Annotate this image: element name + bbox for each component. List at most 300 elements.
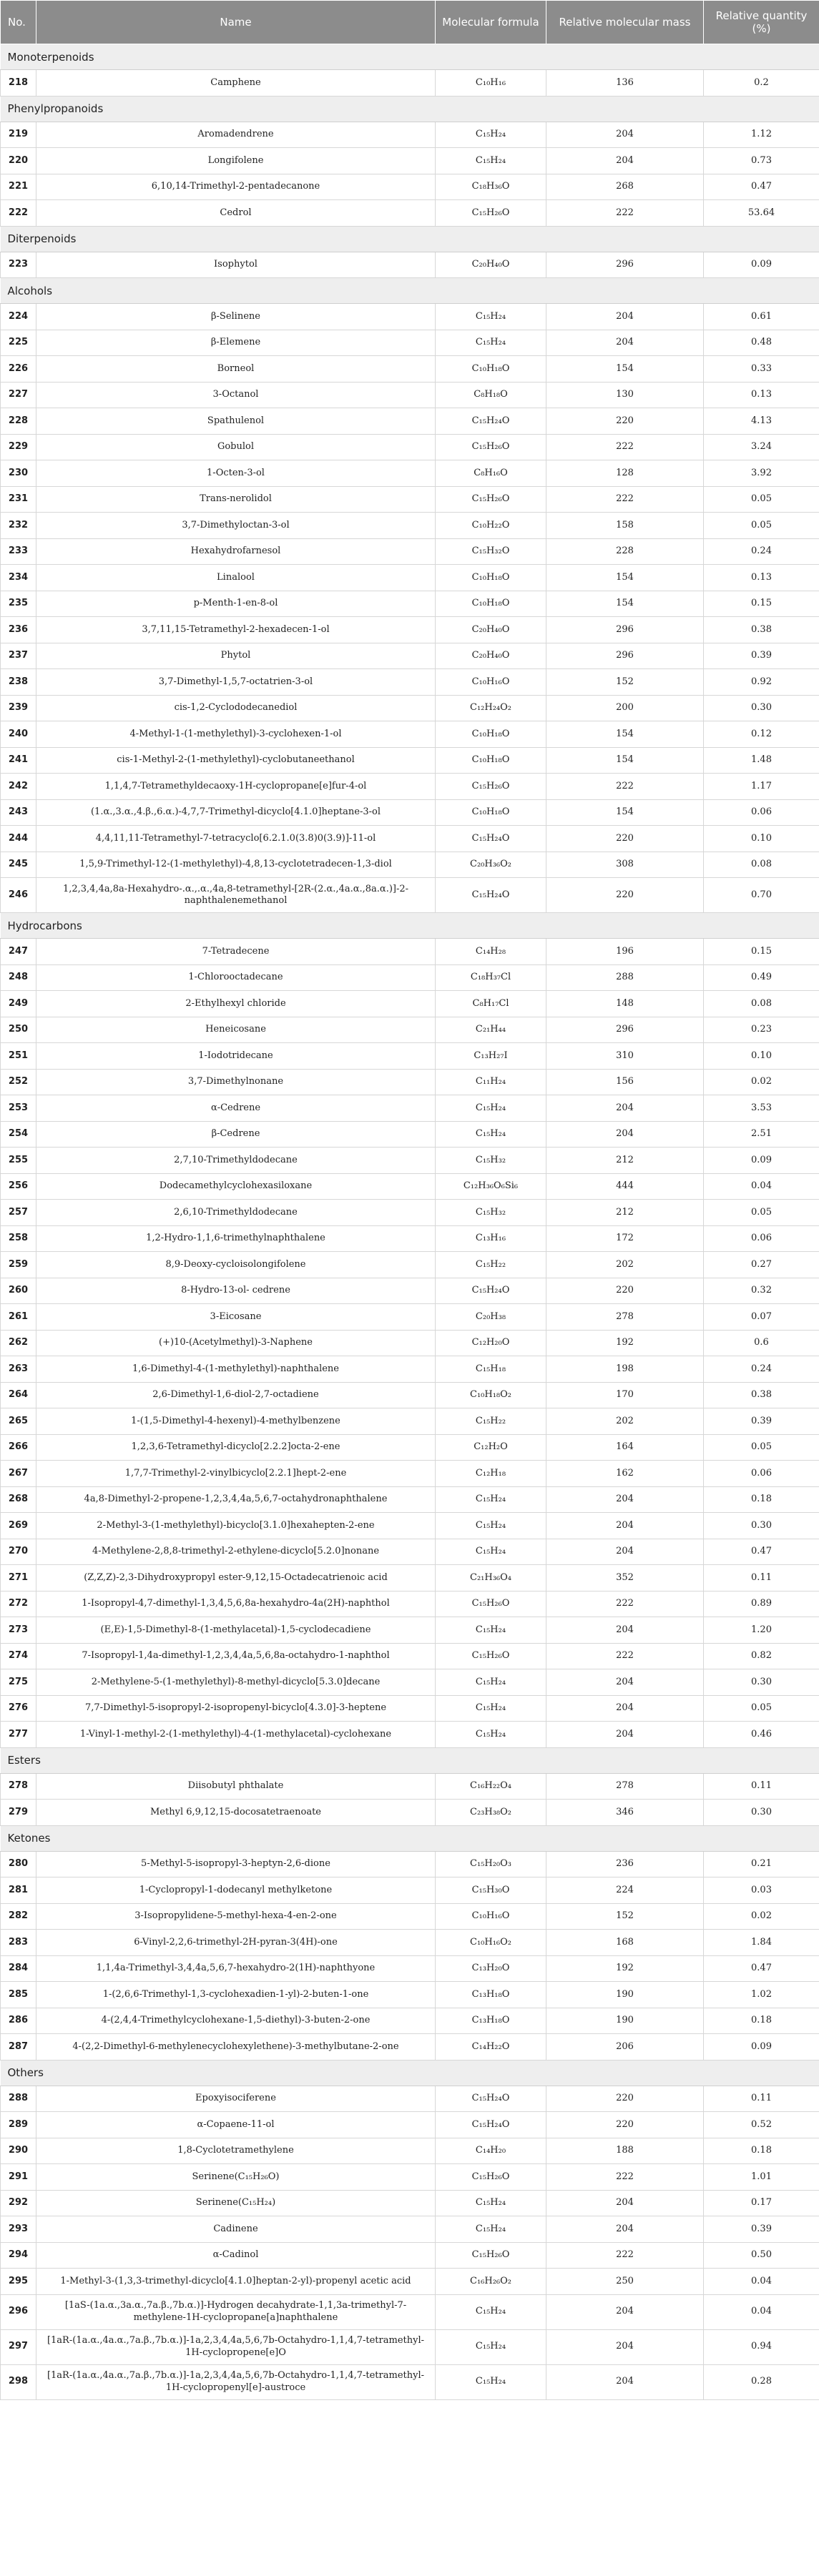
cell-quantity: 1.12 (704, 122, 819, 148)
table-row (1, 2138, 819, 2164)
cell-name: Cadinene (36, 2216, 436, 2243)
cell-quantity: 0.03 (704, 1877, 819, 1904)
cell-mass: 164 (546, 1434, 704, 1461)
cell-name: α-Cadinol (36, 2242, 436, 2269)
cell-mass: 154 (546, 565, 704, 591)
cell-mass: 220 (546, 878, 704, 913)
cell-name: 1,6-Dimethyl-4-(1-methylethyl)-naphthalene (36, 1356, 436, 1383)
cell-quantity: 0.21 (704, 1851, 819, 1877)
cell-no: 240 (1, 721, 36, 748)
cell-no: 223 (1, 252, 36, 278)
cell-no: 246 (1, 878, 36, 913)
cell-quantity: 0.27 (704, 1252, 819, 1278)
cell-no: 294 (1, 2242, 36, 2269)
cell-mass: 444 (546, 1173, 704, 1200)
cell-no: 273 (1, 1617, 36, 1644)
cell-quantity: 0.13 (704, 565, 819, 591)
cell-no: 255 (1, 1148, 36, 1174)
category-label: Esters (1, 1747, 819, 1773)
cell-name: 1-Methyl-3-(1,3,3-trimethyl-dicyclo[4.1.0]heptan-2-yl)-propenyl acetic acid (36, 2269, 436, 2295)
cell-mass: 310 (546, 1043, 704, 1070)
cell-quantity: 0.30 (704, 695, 819, 721)
cell-mass: 190 (546, 1982, 704, 2008)
cell-name: 1-(1,5-Dimethyl-4-hexenyl)-4-methylbenzene (36, 1408, 436, 1435)
cell-no: 228 (1, 408, 36, 435)
cell-no: 297 (1, 2329, 36, 2364)
cell-formula: C₁₅H₂₄ (436, 2329, 546, 2364)
cell-no: 229 (1, 434, 36, 460)
cell-name: 5-Methyl-5-isopropyl-3-heptyn-2,6-dione (36, 1851, 436, 1877)
cell-name: Cedrol (36, 200, 436, 227)
cell-mass: 196 (546, 939, 704, 965)
cell-mass: 206 (546, 2034, 704, 2061)
cell-quantity: 0.70 (704, 878, 819, 913)
cell-mass: 204 (546, 2190, 704, 2216)
category-row (1, 96, 819, 122)
cell-no: 275 (1, 1669, 36, 1696)
table-row (1, 591, 819, 617)
cell-no: 293 (1, 2216, 36, 2243)
table-row (1, 774, 819, 800)
table-row (1, 2034, 819, 2061)
cell-mass: 220 (546, 2112, 704, 2138)
cell-name: 1,2,3,6-Tetramethyl-dicyclo[2.2.2]octa-2-ene (36, 1434, 436, 1461)
cell-name: Spathulenol (36, 408, 436, 435)
cell-formula: C₂₃H₃₈O₂ (436, 1800, 546, 1826)
cell-formula: C₁₀H₂₂O (436, 513, 546, 539)
cell-no: 232 (1, 513, 36, 539)
cell-quantity: 0.09 (704, 2034, 819, 2061)
table-row (1, 2086, 819, 2112)
cell-no: 247 (1, 939, 36, 965)
cell-quantity: 0.06 (704, 1461, 819, 1487)
cell-name: 1,2-Hydro-1,1,6-trimethylnaphthalene (36, 1225, 436, 1252)
cell-formula: C₁₅H₃₂ (436, 1148, 546, 1174)
cell-formula: C₁₃H₁₆ (436, 1225, 546, 1252)
cell-name: 1,1,4a-Trimethyl-3,4,4a,5,6,7-hexahydro-2(1H)-naphthyone (36, 1955, 436, 1982)
cell-no: 239 (1, 695, 36, 721)
cell-quantity: 0.02 (704, 1903, 819, 1930)
cell-formula: C₁₅H₂₄ (436, 1722, 546, 1748)
cell-name: Isophytol (36, 252, 436, 278)
cell-quantity: 0.30 (704, 1513, 819, 1539)
cell-quantity: 0.12 (704, 721, 819, 748)
table-row (1, 1148, 819, 1174)
category-label: Diterpenoids (1, 226, 819, 252)
cell-mass: 296 (546, 617, 704, 643)
cell-formula: C₁₂H₃₆O₆Si₆ (436, 1173, 546, 1200)
cell-no: 267 (1, 1461, 36, 1487)
cell-mass: 278 (546, 1773, 704, 1800)
cell-mass: 204 (546, 2364, 704, 2399)
cell-no: 261 (1, 1304, 36, 1331)
cell-mass: 308 (546, 852, 704, 878)
table-row (1, 1069, 819, 1095)
cell-mass: 200 (546, 695, 704, 721)
cell-formula: C₁₅H₂₄ (436, 2294, 546, 2329)
cell-name: 8-Hydro-13-ol- cedrene (36, 1278, 436, 1304)
cell-quantity: 0.82 (704, 1643, 819, 1669)
cell-quantity: 1.20 (704, 1617, 819, 1644)
cell-quantity: 0.92 (704, 669, 819, 696)
cell-no: 243 (1, 799, 36, 826)
cell-no: 226 (1, 356, 36, 383)
cell-quantity: 0.08 (704, 852, 819, 878)
cell-formula: C₂₀H₃₆O₂ (436, 852, 546, 878)
cell-mass: 296 (546, 643, 704, 669)
cell-name: 1-Cyclopropyl-1-dodecanyl methylketone (36, 1877, 436, 1904)
cell-mass: 152 (546, 669, 704, 696)
cell-name: cis-1,2-Cyclododecanediol (36, 695, 436, 721)
table-row (1, 669, 819, 696)
cell-mass: 204 (546, 122, 704, 148)
cell-no: 286 (1, 2008, 36, 2034)
cell-no: 283 (1, 1930, 36, 1956)
cell-mass: 154 (546, 747, 704, 774)
cell-name: α-Copaene-11-ol (36, 2112, 436, 2138)
cell-formula: C₁₅H₂₄ (436, 1486, 546, 1513)
cell-formula: C₁₅H₂₄ (436, 304, 546, 330)
cell-no: 290 (1, 2138, 36, 2164)
category-label: Phenylpropanoids (1, 96, 819, 122)
cell-quantity: 0.18 (704, 2138, 819, 2164)
cell-no: 230 (1, 460, 36, 487)
cell-quantity: 0.23 (704, 1017, 819, 1043)
cell-formula: C₂₁H₄₄ (436, 1017, 546, 1043)
cell-formula: C₁₅H₂₆O (436, 1643, 546, 1669)
cell-name: Borneol (36, 356, 436, 383)
table-row (1, 939, 819, 965)
cell-no: 258 (1, 1225, 36, 1252)
table-row (1, 1408, 819, 1435)
cell-formula: C₁₂H₁₈ (436, 1461, 546, 1487)
cell-mass: 222 (546, 434, 704, 460)
cell-formula: C₁₅H₂₄ (436, 330, 546, 356)
cell-no: 251 (1, 1043, 36, 1070)
table-row (1, 2269, 819, 2295)
table-row (1, 964, 819, 991)
table-row (1, 2164, 819, 2191)
cell-name: 7-Tetradecene (36, 939, 436, 965)
table-row (1, 1565, 819, 1592)
cell-formula: C₁₃H₁₈O (436, 2008, 546, 2034)
cell-quantity: 0.32 (704, 1278, 819, 1304)
cell-quantity: 0.15 (704, 939, 819, 965)
cell-formula: C₁₄H₂₀ (436, 2138, 546, 2164)
table-row (1, 1200, 819, 1226)
cell-quantity: 0.46 (704, 1722, 819, 1748)
cell-name: 6-Vinyl-2,2,6-trimethyl-2H-pyran-3(4H)-one (36, 1930, 436, 1956)
cell-formula: C₁₂H₂₀O (436, 1330, 546, 1356)
table-row (1, 878, 819, 913)
table-row (1, 1330, 819, 1356)
cell-formula: C₁₅H₂₄ (436, 1669, 546, 1696)
cell-name: 1,8-Cyclotetramethylene (36, 2138, 436, 2164)
cell-name: 4-Methylene-2,8,8-trimethyl-2-ethylene-dicyclo[5.2.0]nonane (36, 1539, 436, 1565)
cell-formula: C₈H₁₈O (436, 382, 546, 408)
cell-quantity: 0.09 (704, 1148, 819, 1174)
cell-quantity: 0.52 (704, 2112, 819, 2138)
cell-name: α-Cedrene (36, 1095, 436, 1122)
cell-formula: C₁₃H₁₈O (436, 1982, 546, 2008)
cell-mass: 236 (546, 1851, 704, 1877)
cell-mass: 204 (546, 2294, 704, 2329)
cell-no: 276 (1, 1695, 36, 1722)
category-row (1, 913, 819, 939)
table-row (1, 1903, 819, 1930)
cell-mass: 228 (546, 538, 704, 565)
cell-no: 220 (1, 148, 36, 174)
cell-no: 288 (1, 2086, 36, 2112)
column-header-name: Name (36, 1, 436, 44)
cell-quantity: 1.48 (704, 747, 819, 774)
cell-mass: 346 (546, 1800, 704, 1826)
cell-no: 264 (1, 1382, 36, 1408)
table-row (1, 643, 819, 669)
cell-mass: 202 (546, 1408, 704, 1435)
cell-formula: C₁₆H₂₆O₂ (436, 2269, 546, 2295)
table-row (1, 2364, 819, 2399)
cell-no: 260 (1, 1278, 36, 1304)
cell-name: [1aR-(1a.α.,4a.α.,7a.β.,7b.α.)]-1a,2,3,4,4a,5,6,7b-Octahydro-1,1,4,7-tetramethyl-1H-cyclopropenyl[e]-austroce (36, 2364, 436, 2399)
cell-name: 3,7-Dimethyl-1,5,7-octatrien-3-ol (36, 669, 436, 696)
cell-name: Hexahydrofarnesol (36, 538, 436, 565)
cell-quantity: 0.38 (704, 1382, 819, 1408)
cell-no: 218 (1, 70, 36, 97)
cell-name: 8,9-Deoxy-cycloisolongifolene (36, 1252, 436, 1278)
cell-name: Gobulol (36, 434, 436, 460)
cell-no: 253 (1, 1095, 36, 1122)
table-row (1, 1851, 819, 1877)
cell-quantity: 0.61 (704, 304, 819, 330)
cell-quantity: 0.08 (704, 991, 819, 1017)
cell-formula: C₁₆H₂₂O₄ (436, 1773, 546, 1800)
category-row (1, 1747, 819, 1773)
cell-quantity: 0.33 (704, 356, 819, 383)
table-row (1, 1434, 819, 1461)
cell-mass: 204 (546, 1695, 704, 1722)
cell-name: 4,4,11,11-Tetramethyl-7-tetracyclo[6.2.1.0(3.8)0(3.9)]-11-ol (36, 826, 436, 852)
cell-name: Trans-nerolidol (36, 486, 436, 513)
cell-formula: C₁₀H₁₈O (436, 591, 546, 617)
cell-no: 235 (1, 591, 36, 617)
cell-name: 3,7,11,15-Tetramethyl-2-hexadecen-1-ol (36, 617, 436, 643)
cell-mass: 148 (546, 991, 704, 1017)
cell-name: 4-Methyl-1-(1-methylethyl)-3-cyclohexen-1-ol (36, 721, 436, 748)
cell-formula: C₁₅H₂₄ (436, 148, 546, 174)
cell-formula: C₁₀H₁₈O (436, 356, 546, 383)
cell-mass: 204 (546, 1617, 704, 1644)
cell-formula: C₁₅H₂₄ (436, 2216, 546, 2243)
cell-formula: C₁₅H₂₂ (436, 1252, 546, 1278)
cell-mass: 204 (546, 304, 704, 330)
cell-formula: C₁₅H₂₆O (436, 200, 546, 227)
cell-quantity: 0.09 (704, 252, 819, 278)
cell-mass: 296 (546, 1017, 704, 1043)
table-row (1, 1382, 819, 1408)
cell-name: Serinene(C₁₅H₂₆O) (36, 2164, 436, 2191)
cell-formula: C₁₀H₁₈O (436, 747, 546, 774)
category-label: Alcohols (1, 278, 819, 304)
cell-quantity: 0.38 (704, 617, 819, 643)
table-row (1, 1121, 819, 1148)
cell-formula: C₂₀H₄₀O (436, 643, 546, 669)
table-row (1, 356, 819, 383)
cell-formula: C₁₂H₂₄O₂ (436, 695, 546, 721)
cell-quantity: 1.17 (704, 774, 819, 800)
cell-no: 248 (1, 964, 36, 991)
table-row (1, 200, 819, 227)
cell-name: 2,6,10-Trimethyldodecane (36, 1200, 436, 1226)
cell-name: [1aS-(1a.α.,3a.α.,7a.β.,7b.α.)]-Hydrogen decahydrate-1,1,3a-trimethyl-7-methylene-1H-cyclopropane[a]naphthalene (36, 2294, 436, 2329)
category-row (1, 226, 819, 252)
cell-mass: 204 (546, 148, 704, 174)
cell-quantity: 0.30 (704, 1800, 819, 1826)
cell-name: 3-Eicosane (36, 1304, 436, 1331)
cell-name: p-Menth-1-en-8-ol (36, 591, 436, 617)
cell-mass: 222 (546, 486, 704, 513)
cell-name: β-Selinene (36, 304, 436, 330)
table-header-row (1, 1, 819, 44)
cell-formula: C₈H₁₆O (436, 460, 546, 487)
cell-mass: 268 (546, 174, 704, 200)
cell-quantity: 0.06 (704, 799, 819, 826)
cell-formula: C₁₅H₂₄ (436, 1121, 546, 1148)
cell-formula: C₁₀H₁₈O (436, 799, 546, 826)
table-body (1, 44, 819, 2400)
cell-no: 262 (1, 1330, 36, 1356)
cell-formula: C₁₅H₂₄ (436, 1539, 546, 1565)
table-row (1, 2294, 819, 2329)
category-label: Hydrocarbons (1, 913, 819, 939)
cell-quantity: 0.15 (704, 591, 819, 617)
cell-name: 2-Methylene-5-(1-methylethyl)-8-methyl-dicyclo[5.3.0]decane (36, 1669, 436, 1696)
cell-mass: 130 (546, 382, 704, 408)
cell-mass: 156 (546, 1069, 704, 1095)
table-row (1, 721, 819, 748)
cell-mass: 220 (546, 2086, 704, 2112)
cell-no: 266 (1, 1434, 36, 1461)
column-header-mass: Relative molecular mass (546, 1, 704, 44)
cell-formula: C₁₅H₂₄O (436, 2112, 546, 2138)
table-row (1, 1095, 819, 1122)
cell-quantity: 1.01 (704, 2164, 819, 2191)
table-row (1, 747, 819, 774)
cell-formula: C₁₈H₃₇Cl (436, 964, 546, 991)
cell-no: 256 (1, 1173, 36, 1200)
cell-no: 222 (1, 200, 36, 227)
cell-no: 296 (1, 2294, 36, 2329)
cell-name: Methyl 6,9,12,15-docosatetraenoate (36, 1800, 436, 1826)
cell-quantity: 0.10 (704, 826, 819, 852)
cell-mass: 220 (546, 1278, 704, 1304)
cell-mass: 204 (546, 1486, 704, 1513)
cell-mass: 204 (546, 1121, 704, 1148)
cell-quantity: 1.84 (704, 1930, 819, 1956)
cell-name: [1aR-(1a.α.,4a.α.,7a.β.,7b.α.)]-1a,2,3,4,4a,5,6,7b-Octahydro-1,1,4,7-tetramethyl-1H-cyclopropene[e]O (36, 2329, 436, 2364)
cell-name: 7,7-Dimethyl-5-isopropyl-2-isopropenyl-bicyclo[4.3.0]-3-heptene (36, 1695, 436, 1722)
cell-formula: C₁₈H₃₆O (436, 174, 546, 200)
cell-quantity: 0.18 (704, 1486, 819, 1513)
table-row (1, 1225, 819, 1252)
cell-no: 271 (1, 1565, 36, 1592)
cell-quantity: 0.04 (704, 1173, 819, 1200)
cell-quantity: 3.24 (704, 434, 819, 460)
cell-formula: C₁₅H₂₄ (436, 1695, 546, 1722)
cell-name: Dodecamethylcyclohexasiloxane (36, 1173, 436, 1200)
cell-mass: 222 (546, 2242, 704, 2269)
cell-quantity: 0.05 (704, 513, 819, 539)
cell-name: Heneicosane (36, 1017, 436, 1043)
cell-name: 1,2,3,4,4a,8a-Hexahydro-.α.,.α.,4a,8-tetramethyl-[2R-(2.α.,4a.α.,8a.α.)]-2-naphthalenemethanol (36, 878, 436, 913)
table-row (1, 1539, 819, 1565)
category-label: Monoterpenoids (1, 44, 819, 70)
table-row (1, 2216, 819, 2243)
cell-formula: C₁₅H₂₂ (436, 1408, 546, 1435)
cell-name: 1,7,7-Trimethyl-2-vinylbicyclo[2.2.1]hept-2-ene (36, 1461, 436, 1487)
table-row (1, 1722, 819, 1748)
table-row (1, 852, 819, 878)
cell-quantity: 0.18 (704, 2008, 819, 2034)
table-row (1, 1486, 819, 1513)
table-row (1, 382, 819, 408)
cell-quantity: 0.05 (704, 1695, 819, 1722)
table-row (1, 1669, 819, 1696)
cell-no: 281 (1, 1877, 36, 1904)
cell-name: Linalool (36, 565, 436, 591)
cell-no: 249 (1, 991, 36, 1017)
cell-mass: 222 (546, 200, 704, 227)
cell-quantity: 0.47 (704, 1955, 819, 1982)
cell-formula: C₂₁H₃₆O₄ (436, 1565, 546, 1592)
table-row (1, 1930, 819, 1956)
cell-quantity: 0.13 (704, 382, 819, 408)
cell-quantity: 0.30 (704, 1669, 819, 1696)
cell-no: 224 (1, 304, 36, 330)
table-row (1, 1591, 819, 1617)
table-row (1, 486, 819, 513)
cell-mass: 204 (546, 1669, 704, 1696)
cell-quantity: 0.02 (704, 1069, 819, 1095)
cell-mass: 170 (546, 1382, 704, 1408)
cell-name: (+)10-(Acetylmethyl)-3-Naphene (36, 1330, 436, 1356)
cell-formula: C₁₅H₂₄O (436, 2086, 546, 2112)
table-row (1, 1773, 819, 1800)
cell-formula: C₁₁H₂₄ (436, 1069, 546, 1095)
table-row (1, 1877, 819, 1904)
cell-formula: C₁₅H₂₆O (436, 2164, 546, 2191)
table-row (1, 1643, 819, 1669)
cell-formula: C₂₀H₄₀O (436, 617, 546, 643)
cell-mass: 154 (546, 799, 704, 826)
cell-formula: C₂₀H₄₀O (436, 252, 546, 278)
cell-formula: C₁₄H₂₈ (436, 939, 546, 965)
cell-no: 231 (1, 486, 36, 513)
cell-mass: 220 (546, 408, 704, 435)
cell-no: 284 (1, 1955, 36, 1982)
cell-quantity: 0.10 (704, 1043, 819, 1070)
cell-quantity: 0.24 (704, 538, 819, 565)
cell-no: 298 (1, 2364, 36, 2399)
table-row (1, 304, 819, 330)
cell-formula: C₂₀H₃₈ (436, 1304, 546, 1331)
cell-name: Camphene (36, 70, 436, 97)
cell-no: 295 (1, 2269, 36, 2295)
cell-no: 241 (1, 747, 36, 774)
cell-mass: 128 (546, 460, 704, 487)
cell-mass: 154 (546, 356, 704, 383)
table-row (1, 1278, 819, 1304)
